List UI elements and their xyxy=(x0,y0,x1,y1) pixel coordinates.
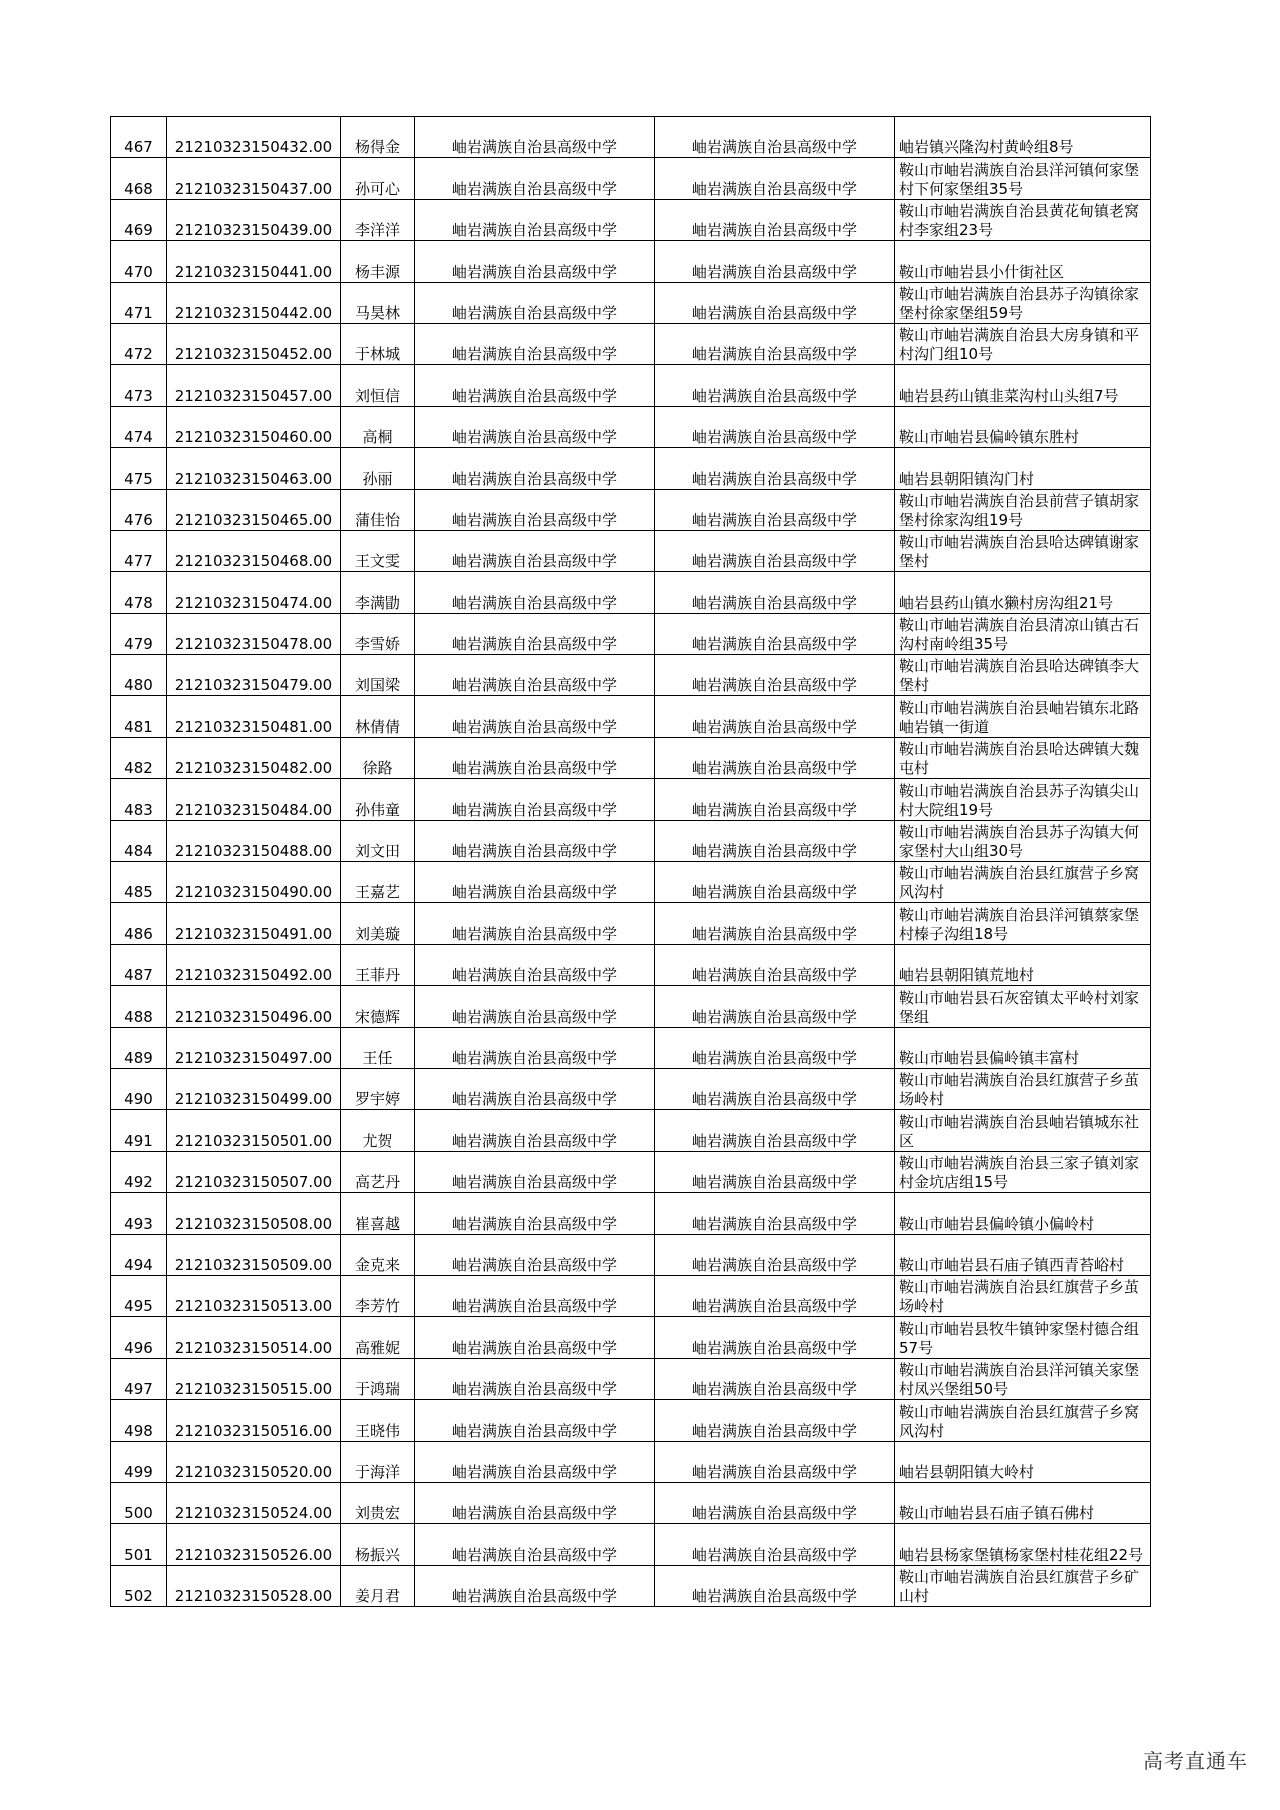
admitted-school-cell: 岫岩满族自治县高级中学 xyxy=(655,406,895,447)
address-cell: 岫岩县朝阳镇大岭村 xyxy=(895,1441,1151,1482)
student-name-cell: 王嘉艺 xyxy=(341,862,415,903)
student-name-cell: 刘美璇 xyxy=(341,903,415,944)
table-row xyxy=(111,1027,1151,1068)
admitted-school-cell: 岫岩满族自治县高级中学 xyxy=(655,1358,895,1399)
exam-id-cell: 21210323150465.00 xyxy=(167,489,341,530)
table-row xyxy=(111,1068,1151,1109)
student-name-cell: 罗宇婷 xyxy=(341,1068,415,1109)
exam-id-cell: 21210323150478.00 xyxy=(167,613,341,654)
exam-id-cell: 21210323150463.00 xyxy=(167,448,341,489)
table-row xyxy=(111,117,1151,158)
admitted-school-cell: 岫岩满族自治县高级中学 xyxy=(655,1151,895,1192)
student-name-cell: 孙可心 xyxy=(341,158,415,199)
address-cell: 鞍山市岫岩满族自治县岫岩镇城东社区 xyxy=(895,1110,1151,1151)
table-row xyxy=(111,282,1151,323)
address-cell: 鞍山市岫岩县石庙子镇石佛村 xyxy=(895,1482,1151,1523)
row-number-cell: 476 xyxy=(111,489,167,530)
school-cell: 岫岩满族自治县高级中学 xyxy=(415,282,655,323)
school-cell: 岫岩满族自治县高级中学 xyxy=(415,944,655,985)
address-cell: 鞍山市岫岩满族自治县黄花甸镇老窝村李家组23号 xyxy=(895,199,1151,240)
row-number-cell: 499 xyxy=(111,1441,167,1482)
school-cell: 岫岩满族自治县高级中学 xyxy=(415,1110,655,1151)
admitted-school-cell: 岫岩满族自治县高级中学 xyxy=(655,696,895,737)
student-name-cell: 孙丽 xyxy=(341,448,415,489)
school-cell: 岫岩满族自治县高级中学 xyxy=(415,903,655,944)
school-cell: 岫岩满族自治县高级中学 xyxy=(415,655,655,696)
table-row xyxy=(111,1441,1151,1482)
row-number-cell: 469 xyxy=(111,199,167,240)
admitted-school-cell: 岫岩满族自治县高级中学 xyxy=(655,820,895,861)
student-name-cell: 崔喜越 xyxy=(341,1193,415,1234)
row-number-cell: 497 xyxy=(111,1358,167,1399)
row-number-cell: 468 xyxy=(111,158,167,199)
address-cell: 鞍山市岫岩满族自治县前营子镇胡家堡村徐家沟组19号 xyxy=(895,489,1151,530)
table-row xyxy=(111,696,1151,737)
table-row xyxy=(111,613,1151,654)
admitted-school-cell: 岫岩满族自治县高级中学 xyxy=(655,1110,895,1151)
school-cell: 岫岩满族自治县高级中学 xyxy=(415,1151,655,1192)
exam-id-cell: 21210323150457.00 xyxy=(167,365,341,406)
student-name-cell: 李洋洋 xyxy=(341,199,415,240)
exam-id-cell: 21210323150452.00 xyxy=(167,323,341,364)
school-cell: 岫岩满族自治县高级中学 xyxy=(415,1358,655,1399)
row-number-cell: 502 xyxy=(111,1565,167,1606)
admitted-school-cell: 岫岩满族自治县高级中学 xyxy=(655,1565,895,1606)
exam-id-cell: 21210323150482.00 xyxy=(167,737,341,778)
table-row xyxy=(111,779,1151,820)
roster-body xyxy=(111,117,1151,1607)
admitted-school-cell: 岫岩满族自治县高级中学 xyxy=(655,158,895,199)
student-name-cell: 高桐 xyxy=(341,406,415,447)
table-row xyxy=(111,1524,1151,1565)
row-number-cell: 494 xyxy=(111,1234,167,1275)
address-cell: 鞍山市岫岩县牧牛镇钟家堡村德合组57号 xyxy=(895,1317,1151,1358)
address-cell: 鞍山市岫岩满族自治县大房身镇和平村沟门组10号 xyxy=(895,323,1151,364)
exam-id-cell: 21210323150437.00 xyxy=(167,158,341,199)
address-cell: 鞍山市岫岩满族自治县苏子沟镇徐家堡村徐家堡组59号 xyxy=(895,282,1151,323)
student-name-cell: 姜月君 xyxy=(341,1565,415,1606)
table-row xyxy=(111,365,1151,406)
exam-id-cell: 21210323150439.00 xyxy=(167,199,341,240)
student-name-cell: 刘贵宏 xyxy=(341,1482,415,1523)
exam-id-cell: 21210323150528.00 xyxy=(167,1565,341,1606)
admitted-school-cell: 岫岩满族自治县高级中学 xyxy=(655,365,895,406)
row-number-cell: 481 xyxy=(111,696,167,737)
table-row xyxy=(111,406,1151,447)
address-cell: 岫岩县药山镇水獭村房沟组21号 xyxy=(895,572,1151,613)
exam-id-cell: 21210323150513.00 xyxy=(167,1275,341,1316)
row-number-cell: 479 xyxy=(111,613,167,654)
exam-id-cell: 21210323150520.00 xyxy=(167,1441,341,1482)
table-row xyxy=(111,1234,1151,1275)
table-row xyxy=(111,1565,1151,1606)
table-row xyxy=(111,986,1151,1027)
watermark-text: 高考直通车 xyxy=(1143,1749,1248,1773)
table-row xyxy=(111,241,1151,282)
admitted-school-cell: 岫岩满族自治县高级中学 xyxy=(655,1317,895,1358)
student-name-cell: 李雪娇 xyxy=(341,613,415,654)
school-cell: 岫岩满族自治县高级中学 xyxy=(415,613,655,654)
school-cell: 岫岩满族自治县高级中学 xyxy=(415,530,655,571)
exam-id-cell: 21210323150432.00 xyxy=(167,117,341,158)
address-cell: 鞍山市岫岩满族自治县哈达碑镇谢家堡村 xyxy=(895,530,1151,571)
admitted-school-cell: 岫岩满族自治县高级中学 xyxy=(655,448,895,489)
row-number-cell: 501 xyxy=(111,1524,167,1565)
student-name-cell: 孙伟童 xyxy=(341,779,415,820)
table-row xyxy=(111,1275,1151,1316)
address-cell: 鞍山市岫岩满族自治县苏子沟镇尖山村大院组19号 xyxy=(895,779,1151,820)
table-row xyxy=(111,1317,1151,1358)
school-cell: 岫岩满族自治县高级中学 xyxy=(415,862,655,903)
row-number-cell: 500 xyxy=(111,1482,167,1523)
exam-id-cell: 21210323150509.00 xyxy=(167,1234,341,1275)
address-cell: 岫岩县药山镇韭菜沟村山头组7号 xyxy=(895,365,1151,406)
admitted-school-cell: 岫岩满族自治县高级中学 xyxy=(655,199,895,240)
table-row xyxy=(111,903,1151,944)
address-cell: 鞍山市岫岩满族自治县三家子镇刘家村金坑店组15号 xyxy=(895,1151,1151,1192)
admitted-school-cell: 岫岩满族自治县高级中学 xyxy=(655,779,895,820)
row-number-cell: 474 xyxy=(111,406,167,447)
admitted-school-cell: 岫岩满族自治县高级中学 xyxy=(655,613,895,654)
address-cell: 鞍山市岫岩满族自治县红旗营子乡窝风沟村 xyxy=(895,862,1151,903)
table-row xyxy=(111,199,1151,240)
table-row xyxy=(111,655,1151,696)
admitted-school-cell: 岫岩满族自治县高级中学 xyxy=(655,572,895,613)
exam-id-cell: 21210323150496.00 xyxy=(167,986,341,1027)
school-cell: 岫岩满族自治县高级中学 xyxy=(415,199,655,240)
school-cell: 岫岩满族自治县高级中学 xyxy=(415,986,655,1027)
student-name-cell: 刘文田 xyxy=(341,820,415,861)
address-cell: 鞍山市岫岩满族自治县红旗营子乡茧场岭村 xyxy=(895,1068,1151,1109)
school-cell: 岫岩满族自治县高级中学 xyxy=(415,323,655,364)
row-number-cell: 490 xyxy=(111,1068,167,1109)
table-row xyxy=(111,1400,1151,1441)
student-name-cell: 杨振兴 xyxy=(341,1524,415,1565)
school-cell: 岫岩满族自治县高级中学 xyxy=(415,1275,655,1316)
school-cell: 岫岩满族自治县高级中学 xyxy=(415,365,655,406)
row-number-cell: 467 xyxy=(111,117,167,158)
row-number-cell: 488 xyxy=(111,986,167,1027)
school-cell: 岫岩满族自治县高级中学 xyxy=(415,158,655,199)
student-name-cell: 于海洋 xyxy=(341,1441,415,1482)
address-cell: 鞍山市岫岩满族自治县清凉山镇古石沟村南岭组35号 xyxy=(895,613,1151,654)
school-cell: 岫岩满族自治县高级中学 xyxy=(415,1400,655,1441)
table-row xyxy=(111,820,1151,861)
address-cell: 鞍山市岫岩县偏岭镇丰富村 xyxy=(895,1027,1151,1068)
student-name-cell: 李芳竹 xyxy=(341,1275,415,1316)
address-cell: 鞍山市岫岩县偏岭镇东胜村 xyxy=(895,406,1151,447)
row-number-cell: 491 xyxy=(111,1110,167,1151)
student-name-cell: 杨丰源 xyxy=(341,241,415,282)
address-cell: 鞍山市岫岩满族自治县红旗营子乡窝风沟村 xyxy=(895,1400,1151,1441)
address-cell: 鞍山市岫岩县小什街社区 xyxy=(895,241,1151,282)
exam-id-cell: 21210323150524.00 xyxy=(167,1482,341,1523)
exam-id-cell: 21210323150484.00 xyxy=(167,779,341,820)
table-row xyxy=(111,572,1151,613)
row-number-cell: 496 xyxy=(111,1317,167,1358)
exam-id-cell: 21210323150515.00 xyxy=(167,1358,341,1399)
school-cell: 岫岩满族自治县高级中学 xyxy=(415,489,655,530)
row-number-cell: 495 xyxy=(111,1275,167,1316)
school-cell: 岫岩满族自治县高级中学 xyxy=(415,241,655,282)
student-name-cell: 林倩倩 xyxy=(341,696,415,737)
table-row xyxy=(111,944,1151,985)
row-number-cell: 484 xyxy=(111,820,167,861)
school-cell: 岫岩满族自治县高级中学 xyxy=(415,1193,655,1234)
school-cell: 岫岩满族自治县高级中学 xyxy=(415,572,655,613)
table-row xyxy=(111,1151,1151,1192)
table-row xyxy=(111,489,1151,530)
exam-id-cell: 21210323150492.00 xyxy=(167,944,341,985)
exam-id-cell: 21210323150491.00 xyxy=(167,903,341,944)
exam-id-cell: 21210323150497.00 xyxy=(167,1027,341,1068)
address-cell: 岫岩县杨家堡镇杨家堡村桂花组22号 xyxy=(895,1524,1151,1565)
row-number-cell: 478 xyxy=(111,572,167,613)
row-number-cell: 483 xyxy=(111,779,167,820)
row-number-cell: 477 xyxy=(111,530,167,571)
student-name-cell: 高艺丹 xyxy=(341,1151,415,1192)
admitted-school-cell: 岫岩满族自治县高级中学 xyxy=(655,1068,895,1109)
student-name-cell: 于林城 xyxy=(341,323,415,364)
address-cell: 鞍山市岫岩县偏岭镇小偏岭村 xyxy=(895,1193,1151,1234)
admitted-school-cell: 岫岩满族自治县高级中学 xyxy=(655,1524,895,1565)
exam-id-cell: 21210323150490.00 xyxy=(167,862,341,903)
row-number-cell: 475 xyxy=(111,448,167,489)
table-row xyxy=(111,448,1151,489)
exam-id-cell: 21210323150499.00 xyxy=(167,1068,341,1109)
address-cell: 鞍山市岫岩满族自治县洋河镇蔡家堡村榛子沟组18号 xyxy=(895,903,1151,944)
student-roster-table xyxy=(110,116,1151,1607)
school-cell: 岫岩满族自治县高级中学 xyxy=(415,1234,655,1275)
exam-id-cell: 21210323150514.00 xyxy=(167,1317,341,1358)
exam-id-cell: 21210323150474.00 xyxy=(167,572,341,613)
row-number-cell: 492 xyxy=(111,1151,167,1192)
student-name-cell: 刘国梁 xyxy=(341,655,415,696)
school-cell: 岫岩满族自治县高级中学 xyxy=(415,1441,655,1482)
school-cell: 岫岩满族自治县高级中学 xyxy=(415,820,655,861)
school-cell: 岫岩满族自治县高级中学 xyxy=(415,696,655,737)
student-name-cell: 徐路 xyxy=(341,737,415,778)
exam-id-cell: 21210323150460.00 xyxy=(167,406,341,447)
school-cell: 岫岩满族自治县高级中学 xyxy=(415,1027,655,1068)
admitted-school-cell: 岫岩满族自治县高级中学 xyxy=(655,1482,895,1523)
student-name-cell: 王文雯 xyxy=(341,530,415,571)
table-row xyxy=(111,862,1151,903)
admitted-school-cell: 岫岩满族自治县高级中学 xyxy=(655,903,895,944)
admitted-school-cell: 岫岩满族自治县高级中学 xyxy=(655,655,895,696)
row-number-cell: 473 xyxy=(111,365,167,406)
student-name-cell: 尤贺 xyxy=(341,1110,415,1151)
address-cell: 鞍山市岫岩满族自治县洋河镇何家堡村下何家堡组35号 xyxy=(895,158,1151,199)
row-number-cell: 482 xyxy=(111,737,167,778)
exam-id-cell: 21210323150468.00 xyxy=(167,530,341,571)
exam-id-cell: 21210323150442.00 xyxy=(167,282,341,323)
student-name-cell: 蒲佳怡 xyxy=(341,489,415,530)
exam-id-cell: 21210323150508.00 xyxy=(167,1193,341,1234)
row-number-cell: 486 xyxy=(111,903,167,944)
row-number-cell: 470 xyxy=(111,241,167,282)
admitted-school-cell: 岫岩满族自治县高级中学 xyxy=(655,1027,895,1068)
row-number-cell: 471 xyxy=(111,282,167,323)
exam-id-cell: 21210323150488.00 xyxy=(167,820,341,861)
exam-id-cell: 21210323150507.00 xyxy=(167,1151,341,1192)
exam-id-cell: 21210323150516.00 xyxy=(167,1400,341,1441)
student-name-cell: 金克来 xyxy=(341,1234,415,1275)
admitted-school-cell: 岫岩满族自治县高级中学 xyxy=(655,1275,895,1316)
admitted-school-cell: 岫岩满族自治县高级中学 xyxy=(655,737,895,778)
admitted-school-cell: 岫岩满族自治县高级中学 xyxy=(655,1193,895,1234)
row-number-cell: 487 xyxy=(111,944,167,985)
row-number-cell: 480 xyxy=(111,655,167,696)
student-name-cell: 杨得金 xyxy=(341,117,415,158)
student-name-cell: 李满勖 xyxy=(341,572,415,613)
row-number-cell: 498 xyxy=(111,1400,167,1441)
address-cell: 鞍山市岫岩满族自治县红旗营子乡矿山村 xyxy=(895,1565,1151,1606)
exam-id-cell: 21210323150441.00 xyxy=(167,241,341,282)
student-name-cell: 王任 xyxy=(341,1027,415,1068)
student-name-cell: 王菲丹 xyxy=(341,944,415,985)
admitted-school-cell: 岫岩满族自治县高级中学 xyxy=(655,1400,895,1441)
address-cell: 岫岩镇兴隆沟村黄岭组8号 xyxy=(895,117,1151,158)
address-cell: 鞍山市岫岩满族自治县哈达碑镇大魏屯村 xyxy=(895,737,1151,778)
school-cell: 岫岩满族自治县高级中学 xyxy=(415,406,655,447)
exam-id-cell: 21210323150479.00 xyxy=(167,655,341,696)
table-row xyxy=(111,1110,1151,1151)
student-name-cell: 刘恒信 xyxy=(341,365,415,406)
address-cell: 鞍山市岫岩满族自治县洋河镇关家堡村凤兴堡组50号 xyxy=(895,1358,1151,1399)
school-cell: 岫岩满族自治县高级中学 xyxy=(415,117,655,158)
student-name-cell: 于鸿瑞 xyxy=(341,1358,415,1399)
school-cell: 岫岩满族自治县高级中学 xyxy=(415,737,655,778)
table-row xyxy=(111,737,1151,778)
table-row xyxy=(111,323,1151,364)
row-number-cell: 472 xyxy=(111,323,167,364)
table-row xyxy=(111,1482,1151,1523)
school-cell: 岫岩满族自治县高级中学 xyxy=(415,779,655,820)
address-cell: 鞍山市岫岩县石灰窑镇太平岭村刘家堡组 xyxy=(895,986,1151,1027)
admitted-school-cell: 岫岩满族自治县高级中学 xyxy=(655,1441,895,1482)
admitted-school-cell: 岫岩满族自治县高级中学 xyxy=(655,282,895,323)
admitted-school-cell: 岫岩满族自治县高级中学 xyxy=(655,323,895,364)
admitted-school-cell: 岫岩满族自治县高级中学 xyxy=(655,530,895,571)
exam-id-cell: 21210323150501.00 xyxy=(167,1110,341,1151)
address-cell: 鞍山市岫岩县石庙子镇西青苔峪村 xyxy=(895,1234,1151,1275)
admitted-school-cell: 岫岩满族自治县高级中学 xyxy=(655,241,895,282)
address-cell: 岫岩县朝阳镇沟门村 xyxy=(895,448,1151,489)
admitted-school-cell: 岫岩满族自治县高级中学 xyxy=(655,944,895,985)
admitted-school-cell: 岫岩满族自治县高级中学 xyxy=(655,862,895,903)
student-name-cell: 王晓伟 xyxy=(341,1400,415,1441)
address-cell: 岫岩县朝阳镇荒地村 xyxy=(895,944,1151,985)
school-cell: 岫岩满族自治县高级中学 xyxy=(415,1565,655,1606)
student-name-cell: 马昊林 xyxy=(341,282,415,323)
table-row xyxy=(111,158,1151,199)
student-name-cell: 高雅妮 xyxy=(341,1317,415,1358)
address-cell: 鞍山市岫岩满族自治县红旗营子乡茧场岭村 xyxy=(895,1275,1151,1316)
school-cell: 岫岩满族自治县高级中学 xyxy=(415,448,655,489)
row-number-cell: 489 xyxy=(111,1027,167,1068)
exam-id-cell: 21210323150526.00 xyxy=(167,1524,341,1565)
student-name-cell: 宋德辉 xyxy=(341,986,415,1027)
table-row xyxy=(111,530,1151,571)
admitted-school-cell: 岫岩满族自治县高级中学 xyxy=(655,986,895,1027)
address-cell: 鞍山市岫岩满族自治县岫岩镇东北路岫岩镇一街道 xyxy=(895,696,1151,737)
address-cell: 鞍山市岫岩满族自治县苏子沟镇大何家堡村大山组30号 xyxy=(895,820,1151,861)
admitted-school-cell: 岫岩满族自治县高级中学 xyxy=(655,1234,895,1275)
address-cell: 鞍山市岫岩满族自治县哈达碑镇李大堡村 xyxy=(895,655,1151,696)
exam-id-cell: 21210323150481.00 xyxy=(167,696,341,737)
row-number-cell: 485 xyxy=(111,862,167,903)
table-row xyxy=(111,1358,1151,1399)
school-cell: 岫岩满族自治县高级中学 xyxy=(415,1524,655,1565)
admitted-school-cell: 岫岩满族自治县高级中学 xyxy=(655,489,895,530)
school-cell: 岫岩满族自治县高级中学 xyxy=(415,1317,655,1358)
admitted-school-cell: 岫岩满族自治县高级中学 xyxy=(655,117,895,158)
school-cell: 岫岩满族自治县高级中学 xyxy=(415,1482,655,1523)
school-cell: 岫岩满族自治县高级中学 xyxy=(415,1068,655,1109)
table-row xyxy=(111,1193,1151,1234)
row-number-cell: 493 xyxy=(111,1193,167,1234)
